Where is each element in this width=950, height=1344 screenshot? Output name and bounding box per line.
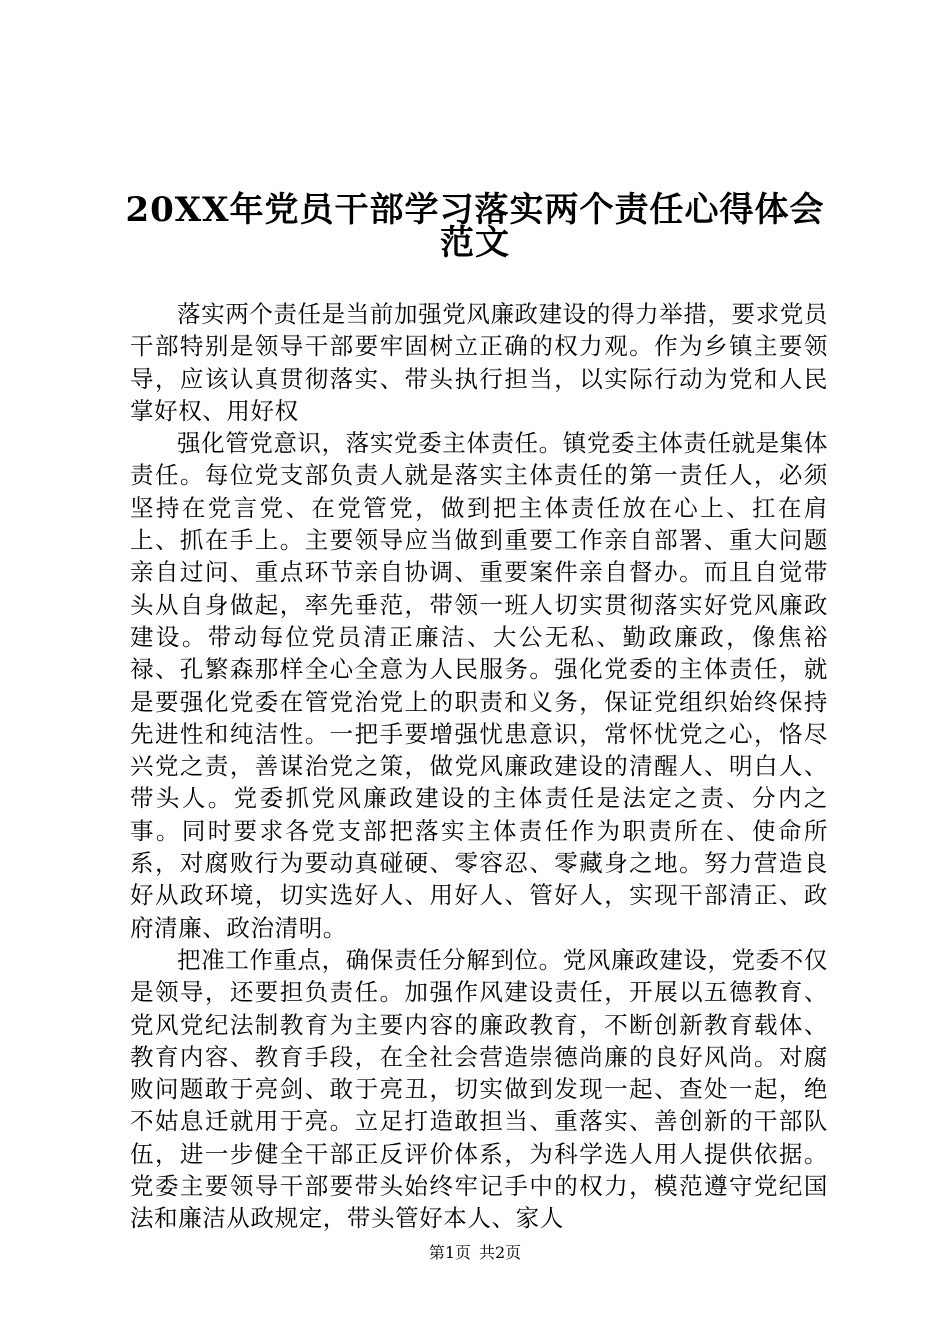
paragraph: 落实两个责任是当前加强党风廉政建设的得力举措，要求党员干部特别是领导干部要牢固树立正确的权力观。作为乡镇主要领导，应该认真贯彻落实、带头执行担当，以实际行动为党和人民掌好权、用好权 — [130, 300, 828, 425]
document-body — [130, 298, 828, 1235]
page-footer — [0, 1242, 950, 1264]
page-total: 共2页 — [479, 1243, 522, 1262]
paragraph: 把准工作重点，确保责任分解到位。党风廉政建设，党委不仅是领导，还要担负责任。加强作风建设责任，开展以五德教育、党风党纪法制教育为主要内容的廉政教育，不断创新教育载体、教育内容、教育手段，在全社会营造崇德尚廉的良好风尚。对腐败问题敢于亮剑、敢于亮丑，切实做到发现一起、查处一起，绝不姑息迁就用于亮。立足打造敢担当、重落实、善创新的干部队伍，进一步健全干部正反评价体系，为科学选人用人提供依据。党委主要领导干部要带头始终牢记手中的权力，模范遵守党纪国法和廉洁从政规定，带头管好本人、家人 — [130, 945, 828, 1233]
document-title-line2: 范文 — [440, 223, 510, 263]
page-number: 第1页 — [428, 1243, 471, 1262]
paragraph: 强化管党意识，落实党委主体责任。镇党委主体责任就是集体责任。每位党支部负责人就是落实主体责任的第一责任人，必须坚持在党言党、在党管党，做到把主体责任放在心上、扛在肩上、抓在手上。主要领导应当做到重要工作亲自部署、重大问题亲自过问、重点环节亲自协调、重要案件亲自督办。而且自觉带头从自身做起，率先垂范，带领一班人切实贯彻落实好党风廉政建设。带动每位党员清正廉洁、大公无私、勤政廉政，像焦裕禄、孔繁森那样全心全意为人民服务。强化党委的主体责任，就是要强化党委在管党治党上的职责和义务，保证党组织始终保持先进性和纯洁性。一把手要增强忧患意识，常怀忧党之心，恪尽兴党之责，善谋治党之策，做党风廉政建设的清醒人、明白人、带头人。党委抓党风廉政建设的主体责任是法定之责、分内之事。同时要求各党支部把落实主体责任作为职责所在、使命所系，对腐败行为要动真碰硬、零容忍、零藏身之地。努力营造良好从政环境，切实选好人、用好人、管好人，实现干部清正、政府清廉、政治清明。 — [130, 429, 828, 942]
document-title-line1: 20XX年党员干部学习落实两个责任心得体会 — [125, 190, 825, 230]
